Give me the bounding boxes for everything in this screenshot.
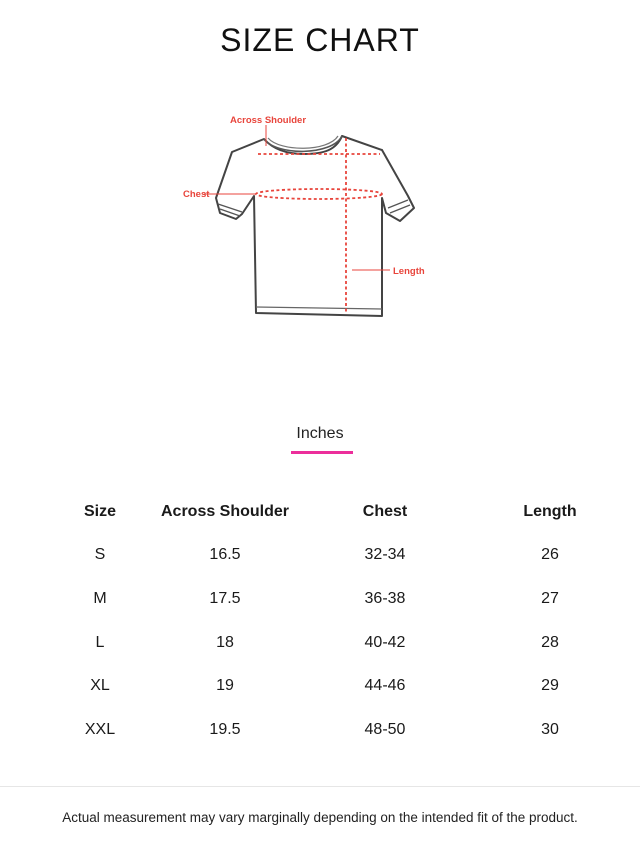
- column-header-size: Size: [83, 502, 116, 520]
- cell-across-shoulder: 17.5: [209, 589, 241, 607]
- cell-length: 28: [541, 633, 559, 651]
- cell-length: 27: [541, 589, 559, 607]
- cell-across-shoulder: 16.5: [209, 546, 241, 564]
- table-row: [40, 534, 620, 578]
- size-table: [40, 490, 620, 752]
- cell-length: 29: [541, 677, 559, 695]
- cell-size: XXL: [84, 720, 116, 738]
- page-title: SIZE CHART: [220, 22, 420, 58]
- diagram-label-chest: Chest: [183, 189, 210, 200]
- cell-chest: 40-42: [364, 633, 406, 651]
- diagram-label-length: Length: [393, 266, 425, 277]
- tshirt-measurement-diagram: [176, 108, 436, 328]
- column-header-chest: Chest: [362, 502, 408, 520]
- table-header-row: [40, 490, 620, 534]
- tab-inches[interactable]: Inches: [296, 425, 344, 442]
- column-header-across-shoulder: Across Shoulder: [160, 502, 290, 520]
- cell-chest: 48-50: [364, 720, 406, 738]
- cell-size: L: [95, 633, 105, 651]
- cell-across-shoulder: 18: [216, 633, 234, 651]
- cell-size: XL: [90, 677, 110, 695]
- cell-size: M: [93, 589, 107, 607]
- tshirt-illustration: [176, 108, 436, 328]
- measurement-disclaimer: Actual measurement may vary marginally depending on the intended fit of the product.: [62, 810, 578, 825]
- table-row: [40, 621, 620, 665]
- cell-chest: 32-34: [364, 546, 406, 564]
- cell-chest: 44-46: [364, 677, 406, 695]
- table-row: [40, 708, 620, 752]
- cell-across-shoulder: 19: [216, 677, 234, 695]
- table-row: [40, 577, 620, 621]
- cell-chest: 36-38: [364, 589, 406, 607]
- cell-length: 26: [541, 546, 559, 564]
- diagram-label-shoulder: Across Shoulder: [230, 115, 307, 126]
- cell-size: S: [94, 546, 106, 564]
- cell-across-shoulder: 19.5: [209, 720, 241, 738]
- table-row: [40, 664, 620, 708]
- column-header-length: Length: [523, 502, 577, 520]
- footer-divider: [0, 786, 640, 787]
- cell-length: 30: [541, 720, 559, 738]
- tab-active-indicator: [291, 451, 353, 454]
